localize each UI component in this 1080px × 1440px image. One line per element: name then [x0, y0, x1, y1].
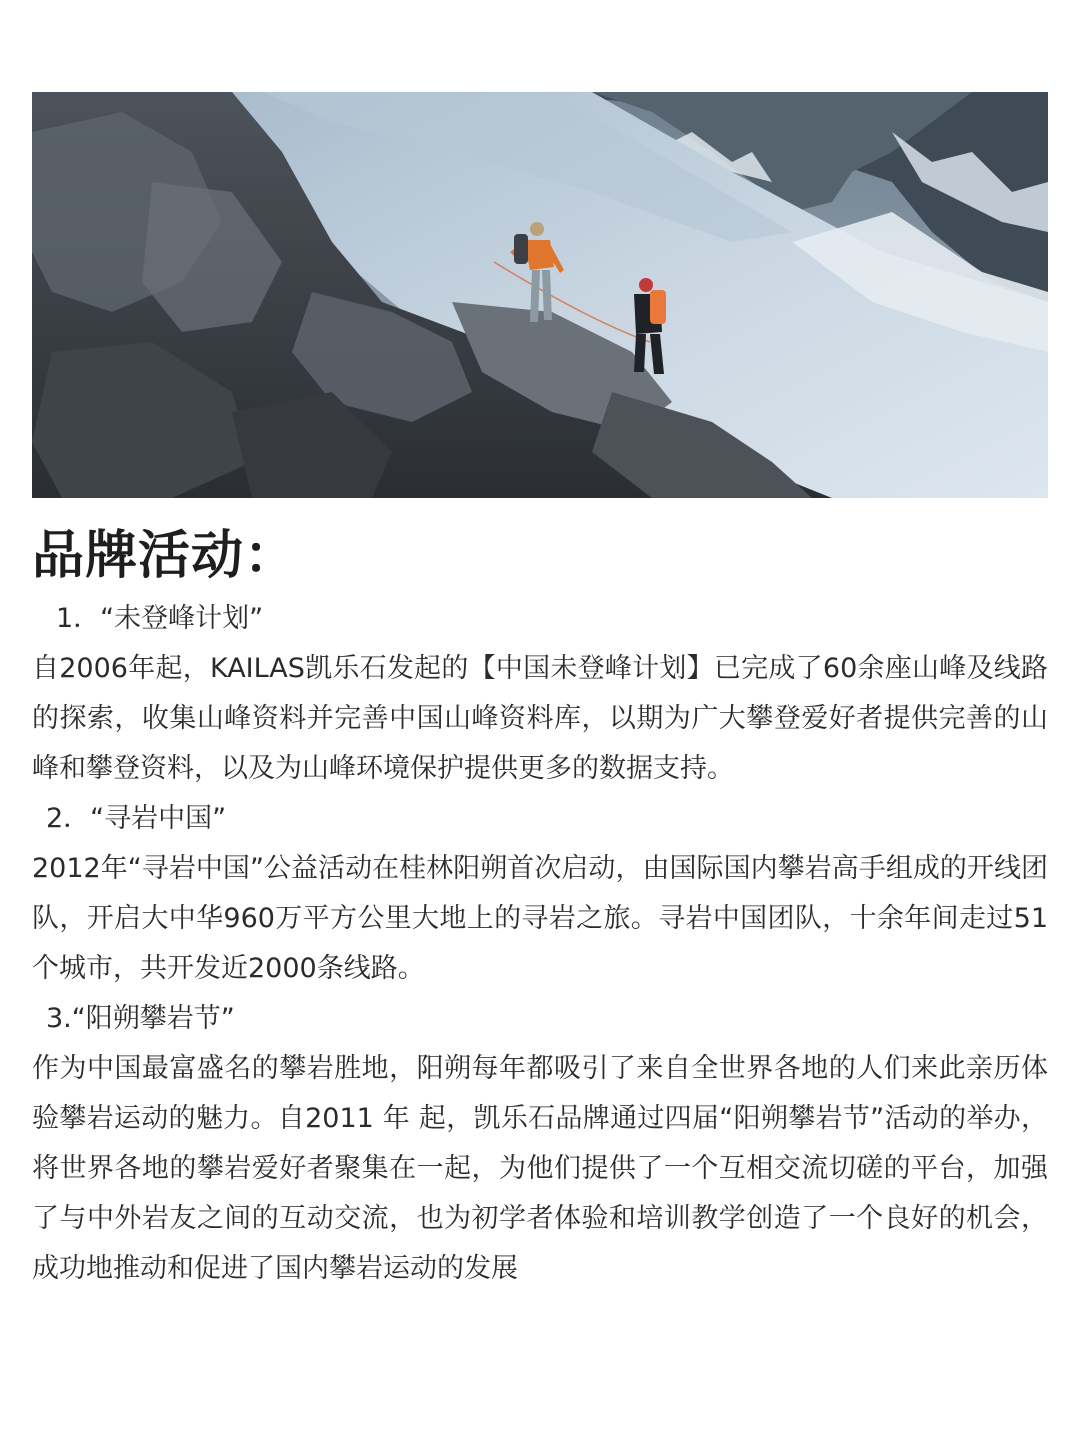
section-body: 作为中国最富盛名的攀岩胜地，阳朔每年都吸引了来自全世界各地的人们来此亲历体验攀岩运动的魅力。自2011 年 起，凯乐石品牌通过四届“阳朔攀岩节”活动的举办，将世界各地的攀岩爱好者聚集在一起，为他们提供了一个互相交流切磋的平台，加强了与中外岩友之间的互动交流，也为初学者体验和培训教学创造了一个良好的机会，成功地推动和促进了国内攀岩运动的发展	[32, 1053, 1048, 1284]
hero-photo	[32, 92, 1048, 498]
page-title: 品牌活动：	[32, 526, 298, 586]
section-heading: 3.“阳朔攀岩节”	[46, 1003, 235, 1034]
section-body: 2012年“寻岩中国”公益活动在桂林阳朔首次启动，由国际国内攀岩高手组成的开线团队，开启大中华960万平方公里大地上的寻岩之旅。寻岩中国团队，十余年间走过51个城市，共开发近2000条线路。	[32, 853, 1048, 984]
section-body: 自2006年起，KAILAS凯乐石发起的【中国未登峰计划】已完成了60余座山峰及线路的探索，收集山峰资料并完善中国山峰资料库，以期为广大攀登爱好者提供完善的山峰和攀登资料，以及为山峰环境保护提供更多的数据支持。	[32, 653, 1048, 784]
mountain-climbers-icon	[32, 92, 1048, 498]
article	[32, 518, 1048, 1294]
section-heading: 2．“寻岩中国”	[46, 803, 227, 834]
section-heading: 1．“未登峰计划”	[56, 603, 264, 634]
